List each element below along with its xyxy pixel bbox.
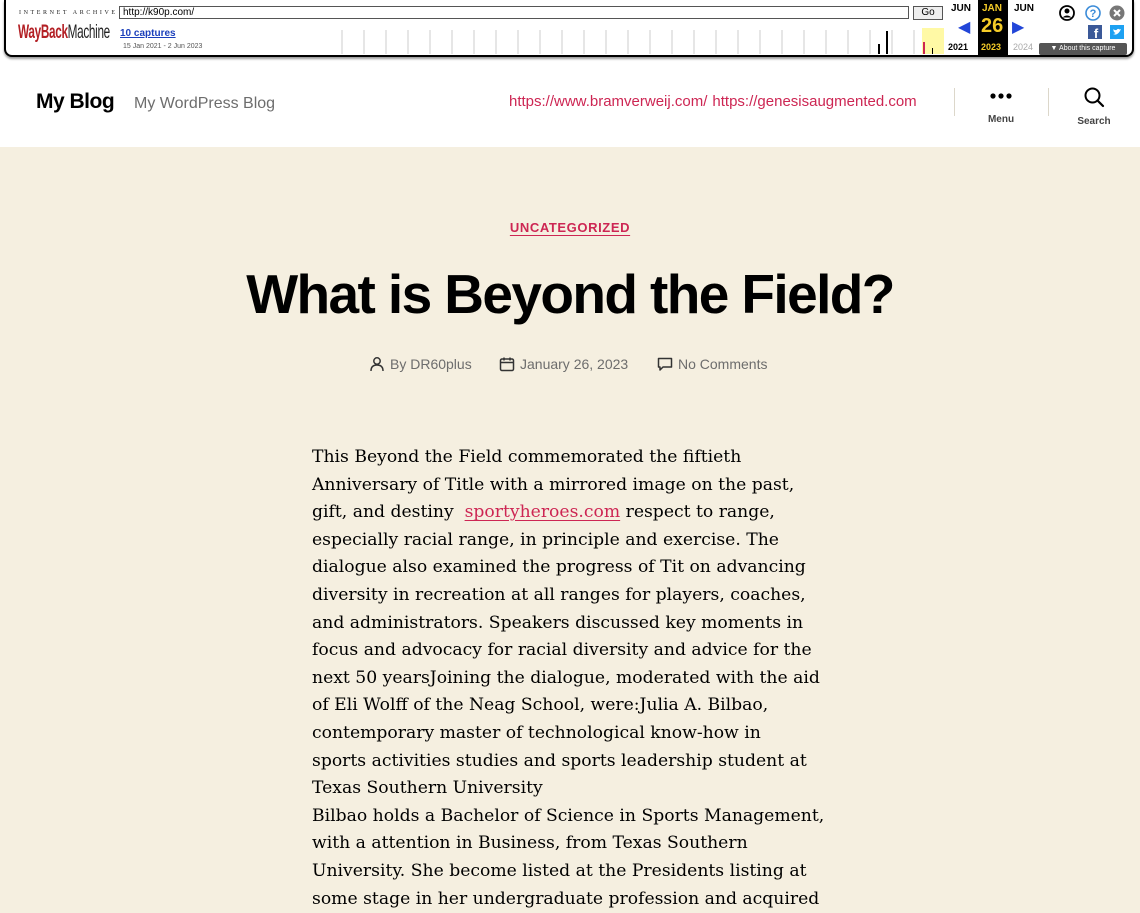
next-capture-arrow-icon[interactable]: ▶ bbox=[1012, 17, 1024, 37]
capture-bar bbox=[878, 44, 880, 54]
line-text: gift, and destiny bbox=[312, 502, 465, 522]
paragraph-line: diversity in recreation at all ranges for players, coaches, bbox=[312, 582, 832, 610]
about-capture-label: About this capture bbox=[1059, 45, 1115, 52]
paragraph-line: especially racial range, in principle and exercise. The bbox=[312, 527, 832, 555]
calendar-icon bbox=[499, 356, 515, 372]
paragraph-line: This Beyond the Field commemorated the fiftieth bbox=[312, 444, 832, 472]
paragraph-line: and administrators. Speakers discussed key moments in bbox=[312, 610, 832, 638]
paragraph-line: some stage in her undergraduate profession and acquired bbox=[312, 886, 832, 913]
paragraph-line: University. She become listed at the Presidents listing at bbox=[312, 858, 832, 886]
capture-bar bbox=[932, 48, 933, 54]
line-text: respect to range, bbox=[620, 502, 775, 522]
paragraph-line: sports activities studies and sports leadership student at bbox=[312, 748, 832, 776]
site-description: My WordPress Blog bbox=[134, 95, 275, 113]
paragraph-line: Texas Southern University bbox=[312, 775, 832, 803]
current-month-label: JAN bbox=[982, 3, 1002, 14]
header-divider bbox=[1048, 88, 1049, 116]
wayback-machine-logo[interactable] bbox=[18, 19, 110, 43]
facebook-icon[interactable] bbox=[1088, 25, 1102, 39]
twitter-icon[interactable] bbox=[1110, 25, 1124, 39]
paragraph-line: dialogue also examined the progress of Tit on advancing bbox=[312, 554, 832, 582]
comments-link[interactable]: No Comments bbox=[678, 356, 767, 372]
svg-text:?: ? bbox=[1090, 8, 1097, 20]
post-author bbox=[369, 356, 472, 372]
prev-month-label[interactable]: JUN bbox=[951, 3, 971, 14]
prev-capture-arrow-icon[interactable]: ◀ bbox=[958, 17, 970, 37]
next-year-label: 2024 bbox=[1013, 42, 1033, 52]
capture-sparkline[interactable] bbox=[320, 28, 950, 54]
captures-link[interactable]: 10 captures bbox=[120, 28, 176, 39]
sportyheroes-link[interactable]: sportyheroes.com bbox=[465, 502, 621, 522]
prev-year-label[interactable]: 2021 bbox=[948, 42, 968, 52]
ellipsis-icon bbox=[988, 86, 1014, 106]
search-icon bbox=[1083, 86, 1105, 108]
menu-link-bramverweij[interactable]: https://www.bramverweij.com/ bbox=[509, 93, 707, 110]
wayback-go-button[interactable]: Go bbox=[913, 6, 943, 20]
capture-bar bbox=[923, 42, 925, 54]
wayback-brand-top: INTERNET ARCHIVE bbox=[19, 10, 118, 16]
wayback-toolbar bbox=[0, 0, 1140, 64]
paragraph-line: Bilbao holds a Bachelor of Science in Sports Management, bbox=[312, 803, 832, 831]
primary-menu bbox=[509, 93, 922, 110]
current-year-label: 2023 bbox=[981, 42, 1001, 52]
paragraph-line: focus and advocacy for racial diversity and advice for the bbox=[312, 637, 832, 665]
next-month-label[interactable]: JUN bbox=[1014, 3, 1034, 14]
sparkline-ticks bbox=[342, 30, 914, 54]
svg-text:f: f bbox=[1094, 26, 1099, 39]
svg-text:WayBack: WayBack bbox=[18, 22, 68, 42]
wayback-url-input[interactable]: http://k90p.com/ bbox=[119, 6, 909, 19]
menu-link-genesisaugmented[interactable]: https://genesisaugmented.com bbox=[712, 93, 916, 110]
close-icon[interactable] bbox=[1109, 5, 1125, 21]
svg-text:Machine: Machine bbox=[68, 22, 110, 42]
about-capture-button[interactable]: ▼ About this capture bbox=[1039, 43, 1127, 55]
comment-icon bbox=[657, 356, 673, 372]
paragraph-line: Anniversary of Title with a mirrored image on the past, bbox=[312, 472, 832, 500]
post-comments bbox=[657, 356, 767, 372]
capture-bar bbox=[886, 31, 888, 54]
author-link[interactable]: By DR60plus bbox=[390, 356, 472, 372]
menu-toggle-button[interactable] bbox=[971, 86, 1031, 125]
paragraph-line bbox=[312, 499, 832, 527]
current-day-label: 26 bbox=[981, 15, 1003, 38]
date-link[interactable]: January 26, 2023 bbox=[520, 356, 628, 372]
site-title[interactable]: My Blog bbox=[36, 90, 114, 114]
paragraph-line: with a attention in Business, from Texas Southern bbox=[312, 830, 832, 858]
paragraph-line: contemporary master of technological know-how in bbox=[312, 720, 832, 748]
user-icon bbox=[369, 356, 385, 372]
post-date bbox=[499, 356, 628, 372]
search-toggle-button[interactable] bbox=[1064, 86, 1124, 127]
help-icon[interactable] bbox=[1085, 5, 1101, 21]
site-header bbox=[0, 64, 1140, 147]
category-link[interactable]: UNCATEGORIZED bbox=[510, 220, 630, 235]
capture-date-range: 15 Jan 2021 - 2 Jun 2023 bbox=[123, 43, 202, 50]
post-title: What is Beyond the Field? bbox=[0, 262, 1140, 326]
paragraph-line: of Eli Wolff of the Neag School, were:Julia A. Bilbao, bbox=[312, 692, 832, 720]
user-icon[interactable] bbox=[1059, 5, 1075, 21]
search-label: Search bbox=[1064, 116, 1124, 127]
post-content bbox=[312, 444, 832, 913]
paragraph-line: next 50 yearsJoining the dialogue, moderated with the aid bbox=[312, 665, 832, 693]
post-category bbox=[0, 219, 1140, 237]
header-divider bbox=[954, 88, 955, 116]
menu-label: Menu bbox=[971, 114, 1031, 125]
